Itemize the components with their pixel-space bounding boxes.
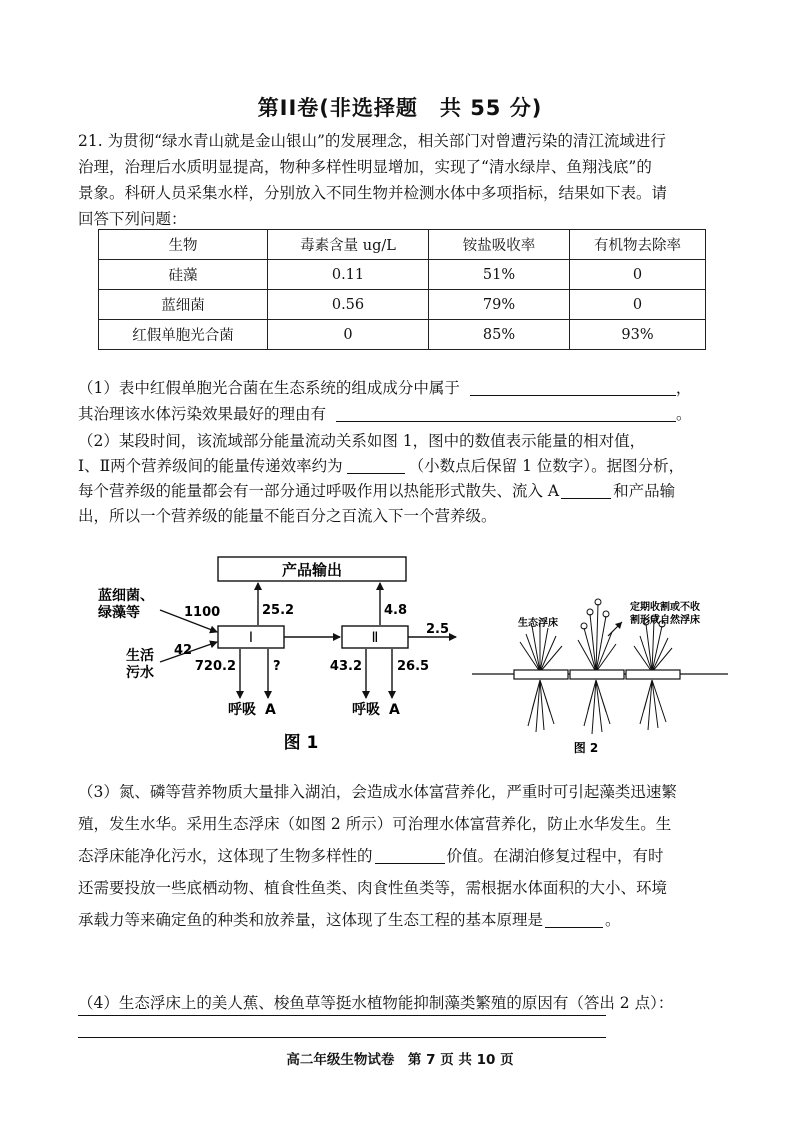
figure-2-caption: 图 2 xyxy=(573,741,599,755)
answer-line[interactable] xyxy=(78,1037,606,1038)
value-next-level: 2.5 xyxy=(426,622,450,637)
part-2-line-1: （2）某段时间，该流域部分能量流动关系如图 1，图中的数值表示能量的相对值， xyxy=(78,432,646,450)
part-2-line-4: 出，所以一个营养级的能量不能百分之百流入下一个营养级。 xyxy=(78,507,497,525)
part-2-line-2 xyxy=(78,453,738,479)
answer-blank[interactable] xyxy=(545,911,603,928)
answer-blank[interactable] xyxy=(375,847,445,864)
part-3-line: 殖，发生水华。采用生态浮床（如图 2 所示）可治理水体富营养化，防止水华发生。生 xyxy=(78,815,672,833)
table-cell: 0 xyxy=(570,260,706,290)
table-cell: 蓝细菌 xyxy=(99,290,268,320)
table-header-row xyxy=(99,230,706,260)
table-cell: 79% xyxy=(429,290,570,320)
part-1-line-2 xyxy=(78,401,738,427)
label-harvest: 定期收割或不收 xyxy=(630,602,700,613)
source-sewage-label: 生活 xyxy=(126,648,154,664)
part-2-text: Ⅰ、Ⅱ两个营养级间的能量传递效率约为 xyxy=(78,457,343,475)
section-title: 第II卷(非选择题 共 55 分) xyxy=(257,96,543,120)
part-2-text: 每个营养级的能量都会有一部分通过呼吸作用以热能形式散失、流入 A xyxy=(78,482,560,500)
value-respiration-2: 43.2 xyxy=(329,659,362,674)
punctuation: ， xyxy=(675,379,692,397)
value-sewage: 42 xyxy=(174,643,193,658)
part-3-text: 价值。在湖泊修复过程中，有时 xyxy=(446,847,664,865)
page-footer: 高二年级生物试卷 第 7 页 共 10 页 xyxy=(286,1052,514,1068)
label-floating-bed: 生态浮床 xyxy=(518,618,558,629)
label-a-1: A xyxy=(265,702,276,718)
plant-middle xyxy=(578,599,616,734)
part-1-line-1 xyxy=(78,375,738,401)
figure-2-floating-bed xyxy=(470,590,732,758)
intro-line: 21. 为贯彻“绿水青山就是金山银山”的发展理念，相关部门对曾遭污染的清江流域进行 xyxy=(78,132,666,150)
answer-blank[interactable] xyxy=(347,457,405,474)
intro-line: 景象。科研人员采集水样，分别放入不同生物并检测水体中多项指标，结果如下表。请 xyxy=(78,184,668,202)
intro-line: 治理，治理后水质明显提高，物种多样性明显增加，实现了“清水绿岸、鱼翔浅底”的 xyxy=(78,158,652,176)
table-row xyxy=(99,260,706,290)
trophic-level-2-label: Ⅱ xyxy=(371,630,379,646)
trophic-level-1-label: Ⅰ xyxy=(248,630,254,646)
table-cell: 0 xyxy=(570,290,706,320)
bed-left xyxy=(514,670,568,679)
table-header-cell: 有机物去除率 xyxy=(570,230,706,260)
bed-right xyxy=(626,670,680,679)
answer-line[interactable] xyxy=(78,1015,606,1016)
value-unknown: ? xyxy=(273,659,281,674)
value-output-2: 4.8 xyxy=(384,603,408,618)
table-cell: 0.11 xyxy=(268,260,429,290)
table-cell: 0.56 xyxy=(268,290,429,320)
value-a-2: 26.5 xyxy=(397,659,430,674)
answer-blank[interactable] xyxy=(561,482,611,499)
table-cell: 51% xyxy=(429,260,570,290)
part-3-line: （3）氮、磷等营养物质大量排入湖泊，会造成水体富营养化，严重时可引起藻类迅速繁 xyxy=(78,783,677,801)
part-3-line xyxy=(78,904,728,936)
punctuation: 。 xyxy=(676,405,692,423)
part-3-text: 承载力等来确定鱼的种类和放养量，这体现了生态工程的基本原理是 xyxy=(78,911,544,929)
part-4-line-1: （4）生态浮床上的美人蕉、梭鱼草等挺水植物能抑制藻类繁殖的原因有（答出 2 点）： xyxy=(78,994,674,1012)
value-respiration-1: 720.2 xyxy=(194,659,236,674)
product-output-label: 产品输出 xyxy=(281,561,343,579)
question-21-intro xyxy=(78,128,728,232)
figure-1-caption: 图 1 xyxy=(283,733,319,752)
table-row xyxy=(99,320,706,350)
table-row xyxy=(99,290,706,320)
table-cell: 93% xyxy=(570,320,706,350)
answer-blank[interactable] xyxy=(336,405,676,422)
value-cyanobacteria: 1100 xyxy=(184,605,221,620)
source-cyanobacteria-label: 蓝细菌、 xyxy=(98,588,154,604)
bed-middle xyxy=(570,670,624,679)
part-3-text: 。 xyxy=(605,911,621,929)
table-cell: 85% xyxy=(429,320,570,350)
value-output-1: 25.2 xyxy=(262,603,295,618)
part-2-text: （小数点后保留 1 位数字）。据图分析， xyxy=(408,457,685,475)
label-respiration-1: 呼吸 xyxy=(228,702,256,718)
part-3-text: 态浮床能净化污水，这体现了生物多样性的 xyxy=(78,847,373,865)
source-cyanobacteria-label: 绿藻等 xyxy=(98,605,140,621)
part-1-text: 其治理该水体污染效果最好的理由有 xyxy=(78,405,327,423)
table-header-cell: 生物 xyxy=(99,230,268,260)
table-header-cell: 铵盐吸收率 xyxy=(429,230,570,260)
table-cell: 硅藻 xyxy=(99,260,268,290)
part-3-line xyxy=(78,840,728,872)
table-cell: 0 xyxy=(268,320,429,350)
answer-blank[interactable] xyxy=(470,379,676,396)
table-header-cell: 毒素含量 ug/L xyxy=(268,230,429,260)
results-table xyxy=(98,229,706,350)
part-3-line: 还需要投放一些底栖动物、植食性鱼类、肉食性鱼类等，需根据水体面积的大小、环境 xyxy=(78,879,668,897)
figure-1-energy-flow xyxy=(96,552,458,752)
part-2-line-3 xyxy=(78,478,738,504)
label-respiration-2: 呼吸 xyxy=(352,702,380,718)
part-1-text: （1）表中红假单胞光合菌在生态系统的组成成分中属于 xyxy=(78,379,460,397)
label-a-2: A xyxy=(389,702,400,718)
part-2-text: 和产品输 xyxy=(613,482,676,500)
part-3 xyxy=(78,776,728,936)
intro-line: 回答下列问题： xyxy=(78,210,187,228)
label-harvest: 割形成自然浮床 xyxy=(630,615,700,626)
table-cell: 红假单胞光合菌 xyxy=(99,320,268,350)
source-sewage-label: 污水 xyxy=(126,665,154,681)
